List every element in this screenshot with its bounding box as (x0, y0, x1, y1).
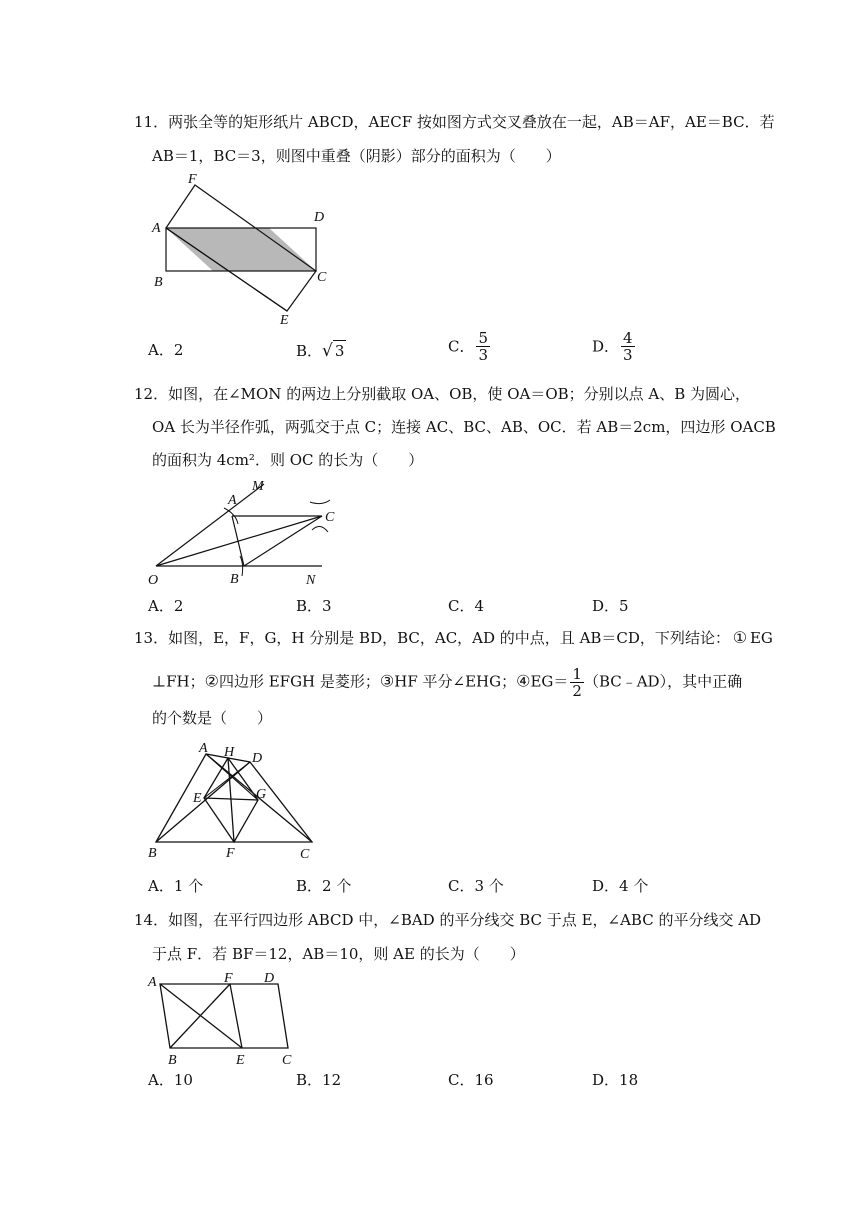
q11-shaded-overlap (166, 228, 316, 271)
q13-label-e: E (193, 791, 202, 806)
q13-option-a[interactable]: A．1 个 (148, 877, 204, 895)
q13-label-b: B (148, 846, 157, 861)
q11-label-e: E (280, 313, 289, 328)
q12-option-d[interactable]: D．5 (592, 597, 629, 615)
q12-label-a: A (228, 493, 237, 508)
q14-label-b: B (168, 1053, 177, 1066)
q12-option-c[interactable]: C．4 (448, 597, 485, 615)
q14-option-c[interactable]: C．16 (448, 1071, 494, 1089)
q13-label-d: D (252, 751, 263, 766)
q11-label-c: C (317, 270, 327, 285)
q14-option-a[interactable]: A．10 (148, 1071, 193, 1089)
q11-text-line1: 11．两张全等的矩形纸片 ABCD，AECF 按如图方式交叉叠放在一起，AB＝AF，AE＝BC．若 (134, 113, 775, 131)
q13-label-c: C (300, 847, 310, 862)
q14-label-a: A (148, 975, 157, 990)
q13-label-g: G (256, 787, 267, 802)
q12-label-c: C (325, 510, 335, 525)
q12-label-m: M (252, 479, 264, 494)
q13-option-b[interactable]: B．2 个 (296, 877, 352, 895)
q11-label-f: F (188, 172, 197, 187)
q12-figure (144, 476, 354, 588)
q13-text-line2: ⊥FH；②四边形 EFGH 是菱形；③HF 平分∠EHG；④EG＝ $\frac{1}{2}$ （BC﹣AD），其中正确 (152, 665, 743, 700)
q11-label-a: A (152, 221, 161, 236)
q13-text-line3: 的个数是（ ） (152, 709, 273, 727)
q14-option-b[interactable]: B．12 (296, 1071, 342, 1089)
q11-label-b: B (154, 275, 163, 290)
q13-option-c[interactable]: C．3 个 (448, 877, 504, 895)
q14-label-f: F (224, 971, 233, 986)
q14-text-line2: 于点 F．若 BF＝12，AB＝10，则 AE 的长为（ ） (152, 945, 525, 963)
q14-option-d[interactable]: D．18 (592, 1071, 639, 1089)
q12-label-o: O (148, 573, 159, 588)
q11-option-c[interactable]: C． $\frac{5}{3}$ (448, 329, 489, 364)
q14-figure (144, 970, 304, 1066)
q14-label-d: D (264, 971, 275, 986)
q11-label-d: D (314, 210, 325, 225)
q14-label-e: E (236, 1053, 245, 1066)
q11-option-d[interactable]: D． $\frac{4}{3}$ (592, 329, 633, 364)
q11-option-a[interactable]: A．2 (148, 341, 184, 359)
q11-figure (148, 172, 338, 332)
q12-label-n: N (306, 573, 316, 588)
q13-label-f: F (226, 846, 235, 861)
q13-option-d[interactable]: D．4 个 (592, 877, 649, 895)
q12-label-b: B (230, 572, 239, 587)
q11-text-line2: AB＝1，BC＝3，则图中重叠（阴影）部分的面积为（ ） (152, 147, 561, 165)
q13-figure (142, 740, 322, 864)
q14-label-c: C (282, 1053, 292, 1066)
q11-option-b[interactable]: B．√ 3 (296, 341, 345, 361)
q12-text-line3: 的面积为 4cm²．则 OC 的长为（ ） (152, 451, 424, 469)
q12-text-line1: 12．如图，在∠MON 的两边上分别截取 OA、OB，使 OA＝OB；分别以点 A、B 为圆心， (134, 385, 751, 403)
q13-text-line1: 13．如图，E，F，G，H 分别是 BD，BC，AC，AD 的中点，且 AB＝CD，下列结论： ① EG (134, 628, 773, 647)
q13-label-h: H (224, 745, 235, 760)
q13-label-a: A (199, 741, 208, 756)
q14-text-line1: 14．如图，在平行四边形 ABCD 中，∠BAD 的平分线交 BC 于点 E，∠ABC 的平分线交 AD (134, 911, 762, 929)
q12-option-a[interactable]: A．2 (148, 597, 184, 615)
q12-text-line2: OA 长为半径作弧，两弧交于点 C；连接 AC、BC、AB、OC．若 AB＝2cm，四边形 OACB (152, 418, 776, 436)
q12-option-b[interactable]: B．3 (296, 597, 332, 615)
